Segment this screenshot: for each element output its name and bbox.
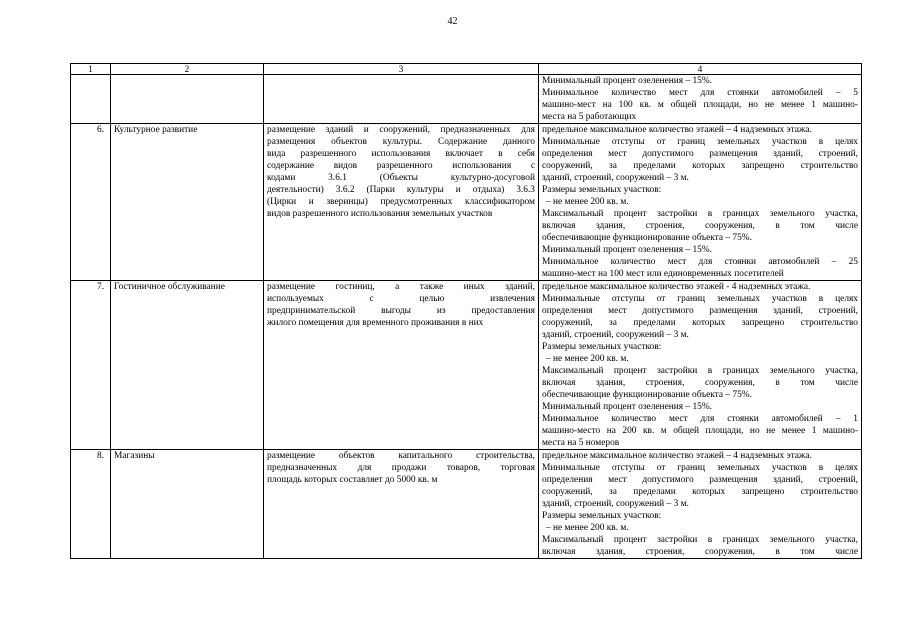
parameter-line: – не менее 200 кв. м. bbox=[546, 354, 629, 364]
description-line: размещение объектов капитального строительства, bbox=[267, 451, 535, 461]
parameter-line: предельное максимальное количество этажей – 4 надземных этажа. bbox=[542, 451, 812, 461]
param-line: машино-мест на 100 кв. м общей площади, но не менее 1 машино- bbox=[542, 100, 858, 110]
parameter-line: – не менее 200 кв. м. bbox=[546, 523, 629, 533]
row-number: 6. bbox=[71, 124, 111, 281]
description-line: кодами 3.6.1 (Объекты культурно-досуговой bbox=[267, 173, 535, 183]
description-line: размещение зданий и сооружений, предназначенных для bbox=[267, 125, 535, 135]
description-line: предпринимательской выгоды из предоставления bbox=[267, 306, 535, 316]
parameter-line: Максимальный процент застройки в границах земельного участка, bbox=[542, 209, 858, 219]
param-line: Минимальный процент озеленения – 15%. bbox=[542, 76, 712, 86]
parameter-line: предельное максимальное количество этажей - 4 надземных этажа. bbox=[542, 282, 811, 292]
parameter-line: – не менее 200 кв. м. bbox=[546, 197, 629, 207]
parameter-line: предельное максимальное количество этажей – 4 надземных этажа. bbox=[542, 125, 812, 135]
parameter-line: зданий, строений, сооружений – 3 м. bbox=[542, 330, 689, 340]
param-line: места на 5 работающих bbox=[542, 112, 637, 122]
parameter-line: Размеры земельных участков: bbox=[542, 185, 662, 195]
continuation-col-3 bbox=[264, 75, 539, 124]
row-number: 8. bbox=[71, 450, 111, 559]
description-line: деятельности) 3.6.2 (Парки культуры и отдыха) 3.6.3 bbox=[267, 185, 535, 195]
description-line: содержание видов разрешенного использования с bbox=[267, 161, 535, 171]
parameter-line: Минимальное количество мест для стоянки автомобилей – 25 bbox=[542, 257, 858, 267]
row-parameters bbox=[539, 281, 862, 450]
parameter-line: машино-мест на 100 мест или единовременных посетителей bbox=[542, 269, 784, 279]
parameter-line: Максимальный процент застройки в границах земельного участка, bbox=[542, 535, 858, 545]
row-parameters bbox=[539, 124, 862, 281]
parameter-line: зданий, строений, сооружений – 3 м. bbox=[542, 173, 689, 183]
continuation-col-1 bbox=[71, 75, 111, 124]
parameter-line: включая здания, строения, сооружения, в том числе bbox=[542, 378, 858, 388]
header-col-4: 4 bbox=[539, 64, 862, 75]
continuation-row bbox=[71, 75, 862, 124]
row-use-name: Гостиничное обслуживание bbox=[111, 281, 264, 450]
continuation-params bbox=[539, 75, 862, 124]
description-line: (Цирки и зверинцы) предусмотренных классификатором bbox=[267, 197, 535, 207]
table-row bbox=[71, 450, 862, 559]
continuation-col-2 bbox=[111, 75, 264, 124]
description-line: используемых с целью извлечения bbox=[267, 294, 535, 304]
description-line: предназначенных для продажи товаров, торговая bbox=[267, 463, 535, 473]
description-line: жилого помещения для временного проживания в них bbox=[267, 318, 484, 328]
parameter-line: зданий, строений, сооружений – 3 м. bbox=[542, 499, 689, 509]
parameter-line: обеспечивающие функционирование объекта – 75%. bbox=[542, 233, 752, 243]
row-description bbox=[264, 450, 539, 559]
parameter-line: сооружений, за пределами которых запрещено строительство bbox=[542, 161, 858, 171]
description-line: размещение гостиниц, а также иных зданий, bbox=[267, 282, 535, 292]
parameter-line: сооружений, за пределами которых запрещено строительство bbox=[542, 318, 858, 328]
page-number: 42 bbox=[447, 16, 458, 27]
row-description bbox=[264, 124, 539, 281]
row-description bbox=[264, 281, 539, 450]
parameter-line: Размеры земельных участков: bbox=[542, 511, 662, 521]
row-use-name: Культурное развитие bbox=[111, 124, 264, 281]
param-line: Минимальное количество мест для стоянки автомобилей – 5 bbox=[542, 88, 858, 98]
parameter-line: Максимальный процент застройки в границах земельного участка, bbox=[542, 366, 858, 376]
row-use-name: Магазины bbox=[111, 450, 264, 559]
parameter-line: Минимальное количество мест для стоянки автомобилей – 1 bbox=[542, 414, 858, 424]
parameter-line: машино-место на 200 кв. м общей площади, но не менее 1 машино- bbox=[542, 426, 858, 436]
parameter-line: определения мест допустимого размещения зданий, строений, bbox=[542, 149, 858, 159]
description-line: видов разрешенного использования земельных участков bbox=[267, 209, 493, 219]
parameter-line: обеспечивающие функционирование объекта – 75%. bbox=[542, 390, 752, 400]
parameter-line: Минимальные отступы от границ земельных участков в целях bbox=[542, 463, 858, 473]
parameter-line: сооружений, за пределами которых запрещено строительство bbox=[542, 487, 858, 497]
table-row bbox=[71, 281, 862, 450]
header-col-2: 2 bbox=[111, 64, 264, 75]
parameter-line: включая здания, строения, сооружения, в том числе bbox=[542, 221, 858, 231]
description-line: размещения объектов культуры. Содержание данного bbox=[267, 137, 535, 147]
description-line: вида разрешенного использования включает в себя bbox=[267, 149, 535, 159]
header-col-3: 3 bbox=[264, 64, 539, 75]
row-parameters bbox=[539, 450, 862, 559]
parameter-line: Минимальный процент озеленения – 15%. bbox=[542, 402, 712, 412]
parameter-line: Минимальный процент озеленения – 15%. bbox=[542, 245, 712, 255]
parameter-line: Минимальные отступы от границ земельных участков в целях bbox=[542, 137, 858, 147]
parameter-line: определения мест допустимого размещения зданий, строений, bbox=[542, 475, 858, 485]
parameter-line: места на 5 номеров bbox=[542, 438, 620, 448]
parameter-line: включая здания, строения, сооружения, в том числе bbox=[542, 547, 858, 557]
table-header-row bbox=[71, 64, 862, 75]
description-line: площадь которых составляет до 5000 кв. м bbox=[267, 475, 438, 485]
parameter-line: Минимальные отступы от границ земельных участков в целях bbox=[542, 294, 858, 304]
parameter-line: Размеры земельных участков: bbox=[542, 342, 662, 352]
table-row bbox=[71, 124, 862, 281]
header-col-1: 1 bbox=[71, 64, 111, 75]
regulations-table bbox=[70, 63, 862, 559]
row-number: 7. bbox=[71, 281, 111, 450]
parameter-line: определения мест допустимого размещения зданий, строений, bbox=[542, 306, 858, 316]
